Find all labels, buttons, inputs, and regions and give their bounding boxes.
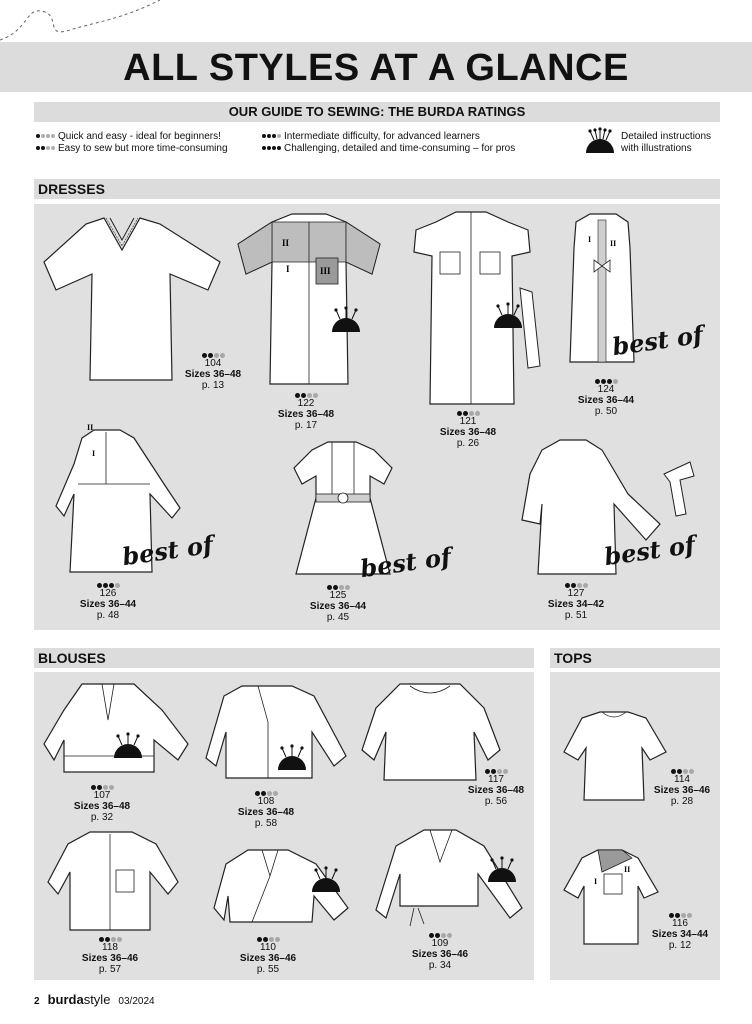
brand-logo: burda (47, 992, 84, 1007)
pattern-caption-114: 114 Sizes 36–46 p. 28 (632, 766, 732, 807)
rating-dots-icon (218, 934, 318, 942)
pincushion-icon (584, 127, 616, 155)
dashed-line-decoration (0, 0, 170, 45)
rating-dots-icon (36, 143, 58, 155)
best-of-badge: best of (610, 319, 705, 362)
rating-dots-icon (630, 910, 730, 918)
pattern-mark: II (87, 424, 94, 432)
pattern-caption-108: 108 Sizes 36–48 p. 58 (216, 788, 316, 829)
rating-legend-text: Challenging, detailed and time-consuming – for pros (284, 143, 516, 154)
pattern-mark: II (282, 238, 290, 248)
rating-legend-3 (262, 131, 480, 143)
rating-dots-icon (418, 408, 518, 416)
pattern-caption-124: 124 Sizes 36–44 p. 50 (556, 376, 656, 417)
rating-dots-icon (36, 131, 58, 143)
best-of-badge: best of (358, 541, 453, 584)
pattern-mark: III (320, 266, 331, 276)
rating-dots-icon (446, 766, 546, 774)
pattern-mark: I (588, 235, 592, 244)
rating-dots-icon (632, 766, 732, 774)
rating-dots-icon (390, 930, 490, 938)
rating-dots-icon (52, 782, 152, 790)
rating-dots-icon (58, 580, 158, 588)
pattern-mark: I (594, 877, 598, 886)
pattern-caption-117: 117 Sizes 36–48 p. 56 (446, 766, 546, 807)
pattern-caption-116: 116 Sizes 34–44 p. 12 (630, 910, 730, 951)
pattern-caption-110: 110 Sizes 36–46 p. 55 (218, 934, 318, 975)
blouse-110-sketch[interactable] (212, 846, 352, 926)
pattern-mark: I (92, 449, 96, 458)
pattern-caption-127: 127 Sizes 34–42 p. 51 (526, 580, 626, 621)
pattern-caption-122: 122 Sizes 36–48 p. 17 (256, 390, 356, 431)
blouse-109-sketch[interactable] (374, 826, 530, 930)
best-of-badge: best of (120, 529, 215, 572)
blouse-108-sketch[interactable] (204, 682, 350, 782)
ratings-guide-title: OUR GUIDE TO SEWING: THE BURDA RATINGS (228, 104, 526, 119)
pattern-caption-104: 104 Sizes 36–48 p. 13 (163, 350, 263, 391)
detailed-instructions-label: Detailed instructions with illustrations (621, 131, 712, 154)
rating-dots-icon (262, 143, 284, 155)
pattern-caption-125: 125 Sizes 36–44 p. 45 (288, 582, 388, 623)
dress-121-sketch[interactable] (404, 208, 554, 408)
blouse-118-sketch[interactable] (46, 828, 182, 934)
section-header-dresses: DRESSES (34, 179, 720, 199)
rating-legend-text: Intermediate difficulty, for advanced learners (284, 131, 480, 142)
rating-dots-icon (526, 580, 626, 588)
issue-number: 03/2024 (118, 996, 155, 1007)
section-header-blouses: BLOUSES (34, 648, 534, 668)
brand-logo-suffix: style (83, 992, 111, 1007)
rating-dots-icon (262, 131, 284, 143)
page-footer (34, 994, 155, 1008)
rating-legend-2 (36, 143, 228, 155)
pattern-caption-118: 118 Sizes 36–46 p. 57 (60, 934, 160, 975)
rating-legend-4 (262, 143, 515, 155)
rating-dots-icon (60, 934, 160, 942)
pattern-caption-121: 121 Sizes 36–48 p. 26 (418, 408, 518, 449)
rating-dots-icon (556, 376, 656, 384)
blouse-107-sketch[interactable] (42, 680, 192, 778)
rating-legend-1 (36, 131, 221, 143)
page-number: 2 (34, 996, 40, 1007)
pattern-caption-109: 109 Sizes 36–46 p. 34 (390, 930, 490, 971)
rating-dots-icon (256, 390, 356, 398)
dress-122-sketch[interactable] (234, 210, 384, 388)
pattern-caption-126: 126 Sizes 36–44 p. 48 (58, 580, 158, 621)
rating-dots-icon (216, 788, 316, 796)
rating-legend-text: Easy to sew but more time-consuming (58, 143, 228, 154)
pattern-mark: II (610, 239, 617, 248)
pattern-mark: I (286, 264, 290, 274)
rating-dots-icon (288, 582, 388, 590)
best-of-badge: best of (602, 529, 697, 572)
page-title: ALL STYLES AT A GLANCE (123, 47, 629, 89)
pattern-mark: II (624, 865, 631, 874)
section-header-tops: TOPS (550, 648, 720, 668)
rating-legend-text: Quick and easy - ideal for beginners! (58, 131, 221, 142)
pattern-caption-107: 107 Sizes 36–48 p. 32 (52, 782, 152, 823)
